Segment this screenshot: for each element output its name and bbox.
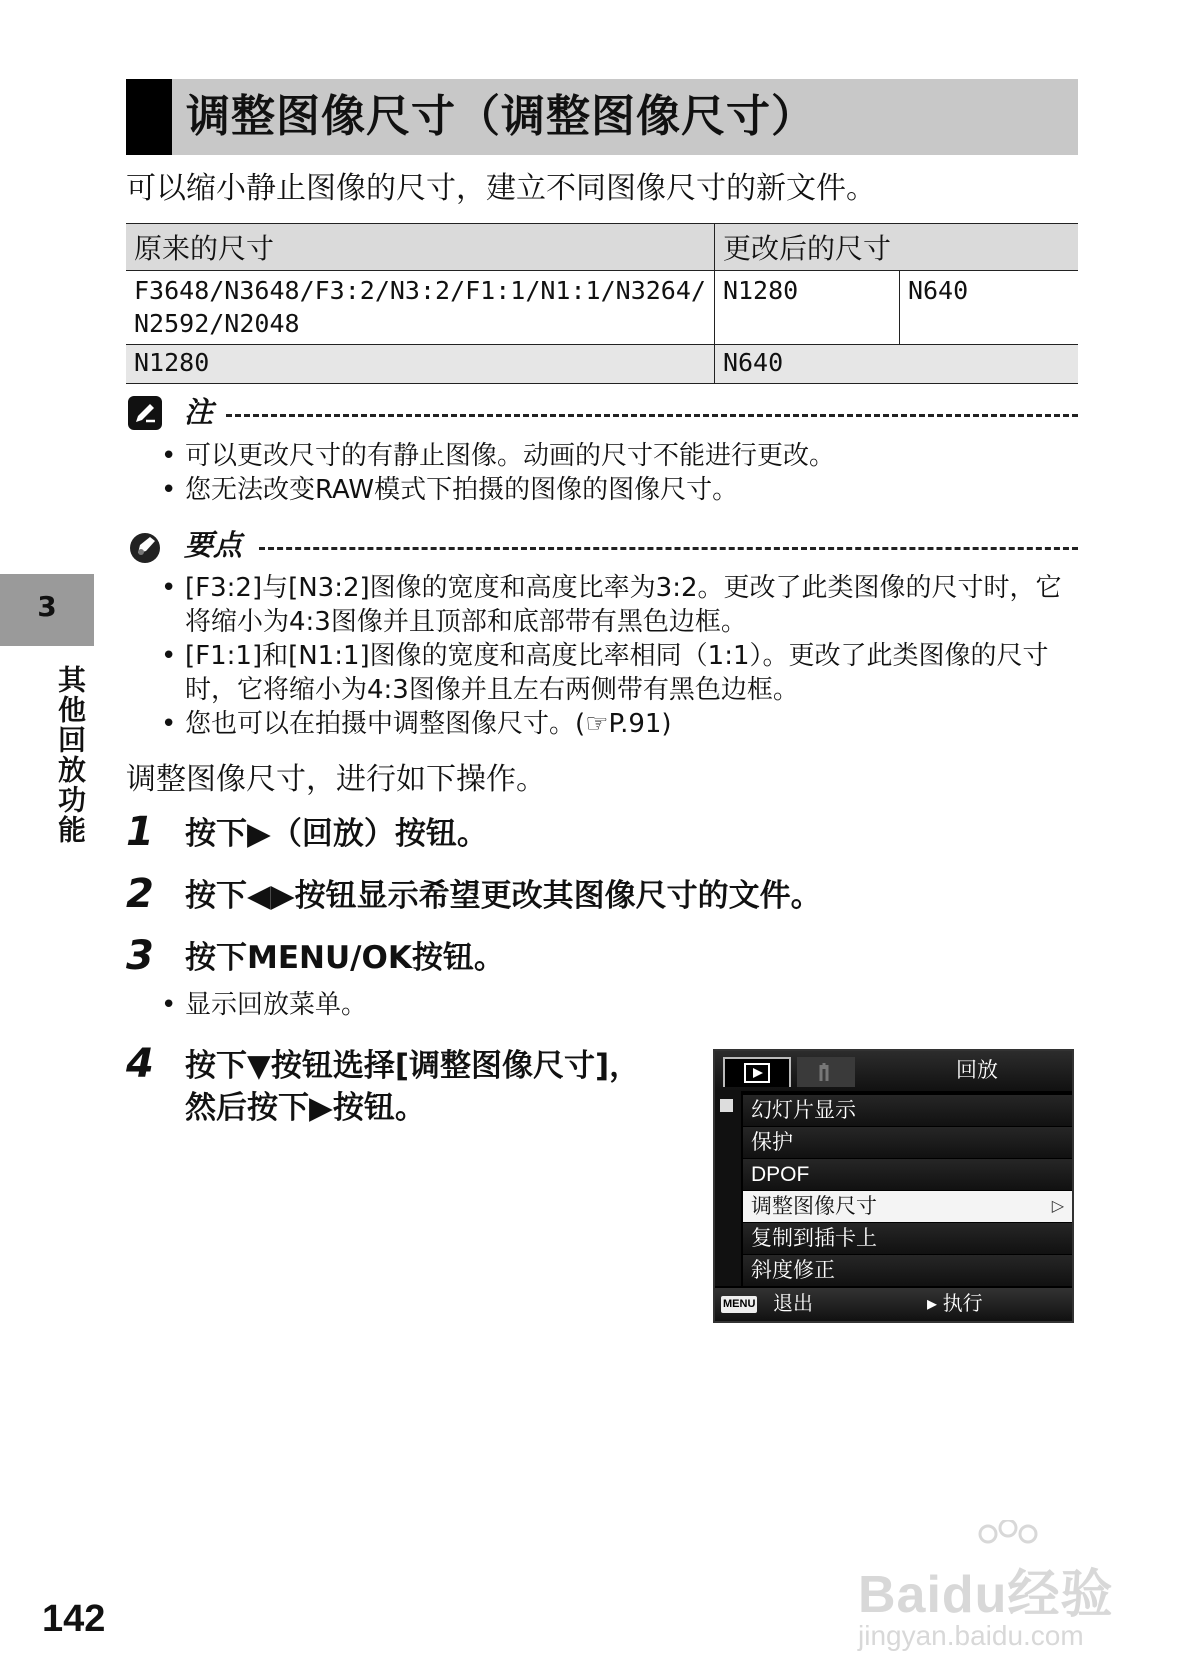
list-item: • 您也可以在拍摄中调整图像尺寸。(☞P.91)	[185, 707, 1075, 741]
camera-tab-bar	[715, 1051, 1072, 1091]
intro-text: 可以缩小静止图像的尺寸，建立不同图像尺寸的新文件。	[126, 171, 876, 206]
table-cell: F3648/N3648/F3:2/N3:2/F1:1/N1:1/N3264/ N2592/N2048	[126, 271, 714, 345]
chapter-tab	[0, 574, 94, 646]
camera-menu-item: 幻灯片显示	[743, 1095, 1072, 1126]
step-text: 按下▶（回放）按钮。	[185, 816, 488, 852]
camera-menu-item: 保护	[743, 1127, 1072, 1158]
table-cell: N1280	[126, 345, 714, 384]
caution-icon	[128, 396, 162, 430]
playback-tab	[723, 1057, 791, 1087]
step-text: 按下▼按钮选择[调整图像尺寸]，	[185, 1048, 641, 1084]
list-item: • 您无法改变RAW模式下拍摄的图像的图像尺寸。	[185, 473, 1075, 507]
step-number: 3	[126, 933, 154, 979]
table-header-original: 原来的尺寸	[126, 224, 714, 271]
list-item: • 可以更改尺寸的有静止图像。动画的尺寸不能进行更改。	[185, 439, 1075, 473]
camera-menu-item: 复制到插卡上	[743, 1223, 1072, 1254]
table-row	[126, 271, 1078, 345]
page-title: 调整图像尺寸（调整图像尺寸）	[186, 91, 816, 142]
size-table	[126, 223, 1078, 384]
camera-menu-screen	[713, 1049, 1074, 1323]
camera-side-bar	[715, 1091, 741, 1286]
divider	[226, 414, 1078, 417]
watermark	[858, 1520, 1138, 1660]
section-title-bar	[126, 79, 1078, 155]
step-number: 4	[126, 1041, 154, 1087]
submenu-arrow-icon: ▷	[1051, 1198, 1064, 1215]
list-item: • 显示回放菜单。	[185, 988, 1075, 1022]
table-header-changed: 更改后的尺寸	[714, 224, 1078, 271]
table-cell: N640	[899, 271, 1078, 345]
camera-menu-item-label: 调整图像尺寸	[751, 1195, 877, 1218]
table-header-row	[126, 224, 1078, 271]
camera-exec-label: ▸ 执行	[927, 1293, 983, 1315]
camera-menu-title: 回放	[956, 1059, 998, 1082]
camera-menu-item: 斜度修正	[743, 1255, 1072, 1286]
tips-title: 要点	[184, 528, 243, 562]
wrench-icon	[797, 1057, 855, 1087]
camera-menu-list	[743, 1095, 1072, 1287]
note-title: 注	[184, 395, 214, 429]
note-header	[126, 392, 1078, 436]
list-item: • [F1:1]和[N1:1]图像的宽度和高度比率相同（1:1）。更改了此类图像的尺寸时，它将缩小为4:3图像并且左右两侧带有黑色边框。	[185, 639, 1075, 707]
note-list	[185, 439, 1075, 507]
step-sub-list	[185, 988, 1075, 1022]
camera-exit-label: 退出	[773, 1293, 813, 1315]
tips-header	[126, 525, 1078, 569]
table-row	[126, 345, 1078, 384]
list-item: • [F3:2]与[N3:2]图像的宽度和高度比率为3:2。更改了此类图像的尺寸时，它将缩小为4:3图像并且顶部和底部带有黑色边框。	[185, 571, 1075, 639]
table-cell: N640	[714, 345, 1078, 384]
step-text: 然后按下▶按钮。	[185, 1090, 426, 1126]
setup-tab	[797, 1057, 855, 1087]
step-text: 按下MENU/OK按钮。	[185, 940, 505, 976]
step-number: 2	[126, 871, 154, 917]
play-icon	[725, 1059, 789, 1087]
steps-lead: 调整图像尺寸，进行如下操作。	[126, 762, 546, 797]
step-text: 按下◀▶按钮显示希望更改其图像尺寸的文件。	[185, 878, 822, 914]
camera-menu-item: DPOF	[743, 1159, 1072, 1190]
tips-list	[185, 571, 1075, 741]
table-cell: N1280	[714, 271, 899, 345]
camera-menu-item-selected	[743, 1191, 1072, 1222]
step-number: 1	[126, 809, 154, 855]
page-indicator-icon	[720, 1099, 733, 1112]
chapter-number: 3	[37, 590, 57, 623]
page-number: 142	[42, 1598, 106, 1640]
chapter-label: 其他回放功能	[54, 665, 87, 845]
menu-badge-icon: MENU	[721, 1296, 757, 1313]
watermark-logo: Baidu经验	[858, 1566, 1114, 1624]
divider	[259, 547, 1078, 550]
watermark-url: jingyan.baidu.com	[858, 1620, 1084, 1651]
tip-icon	[128, 529, 162, 563]
camera-footer	[715, 1288, 1072, 1321]
title-marker	[126, 79, 172, 155]
